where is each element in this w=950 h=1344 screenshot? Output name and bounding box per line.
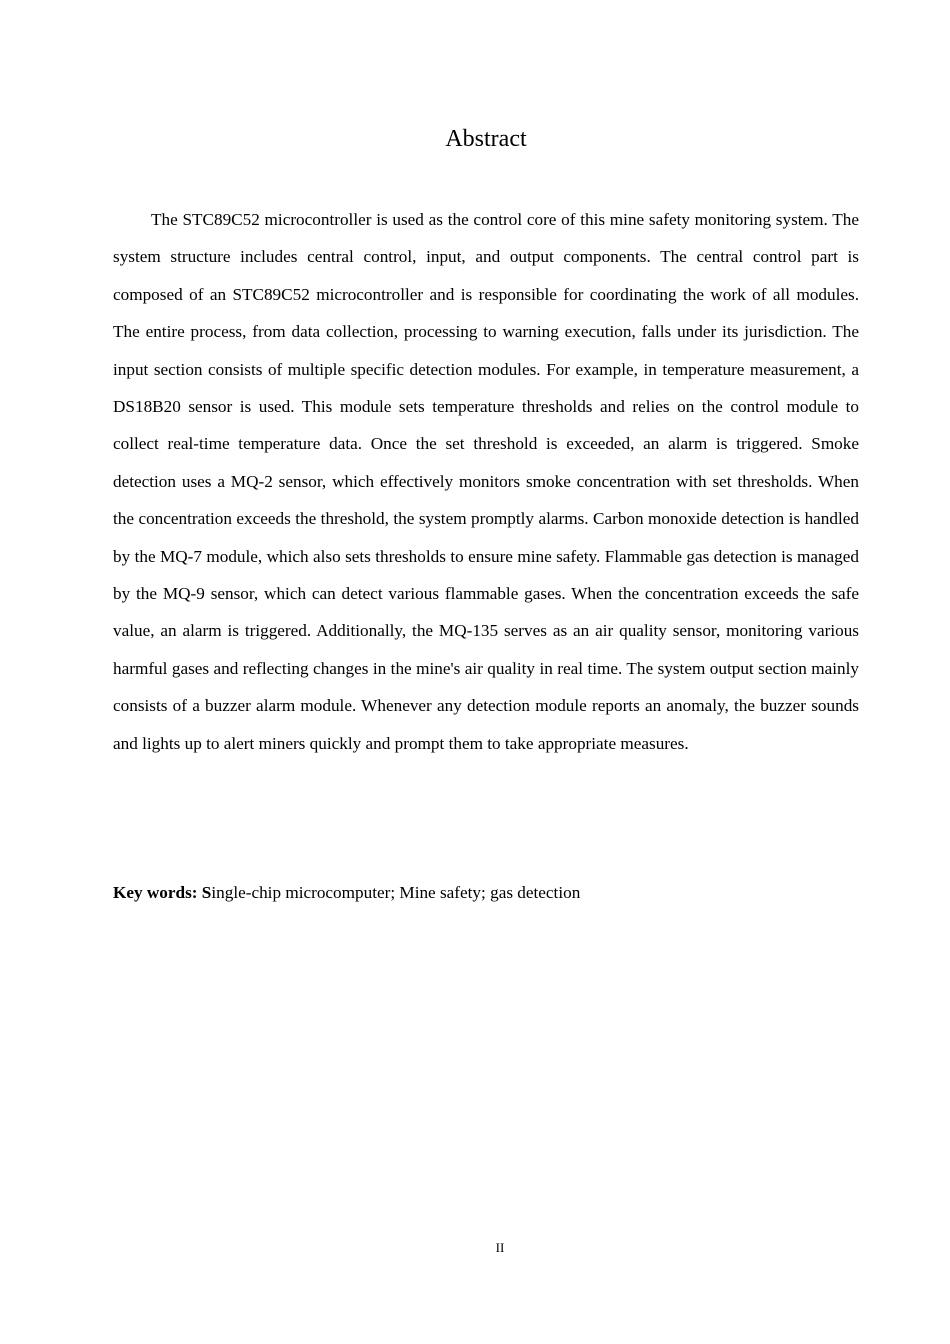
keywords-label: Key words: [113, 883, 202, 902]
page-number: II [495, 1240, 505, 1255]
keywords-line [113, 874, 859, 911]
abstract-body: The STC89C52 microcontroller is used as the control core of this mine safety monitoring system. The system structure includes central control, input, and output components. The central control part is composed of an STC89C52 microcontroller and is responsible for coordinating the work of all modules. The entire process, from data collection, processing to warning execution, falls under its jurisdiction. The input section consists of multiple specific detection modules. For example, in temperature measurement, a DS18B20 sensor is used. This module sets temperature thresholds and relies on the control module to collect real-time temperature data. Once the set threshold is exceeded, an alarm is triggered. Smoke detection uses a MQ-2 sensor, which effectively monitors smoke concentration with set thresholds. When the concentration exceeds the threshold, the system promptly alarms. Carbon monoxide detection is handled by the MQ-7 module, which also sets thresholds to ensure mine safety. Flammable gas detection is managed by the MQ-9 sensor, which can detect various flammable gases. When the concentration exceeds the safe value, an alarm is triggered. Additionally, the MQ-135 serves as an air quality sensor, monitoring various harmful gases and reflecting changes in the mine's air quality in real time. The system output section mainly consists of a buzzer alarm module. Whenever any detection module reports an anomaly, the buzzer sounds and lights up to alert miners quickly and prompt them to take appropriate measures. [113, 210, 859, 753]
keywords-list: ingle-chip microcomputer; Mine safety; gas detection [211, 883, 581, 902]
page-title: Abstract [445, 126, 527, 152]
keywords-first-letter: S [201, 883, 212, 902]
